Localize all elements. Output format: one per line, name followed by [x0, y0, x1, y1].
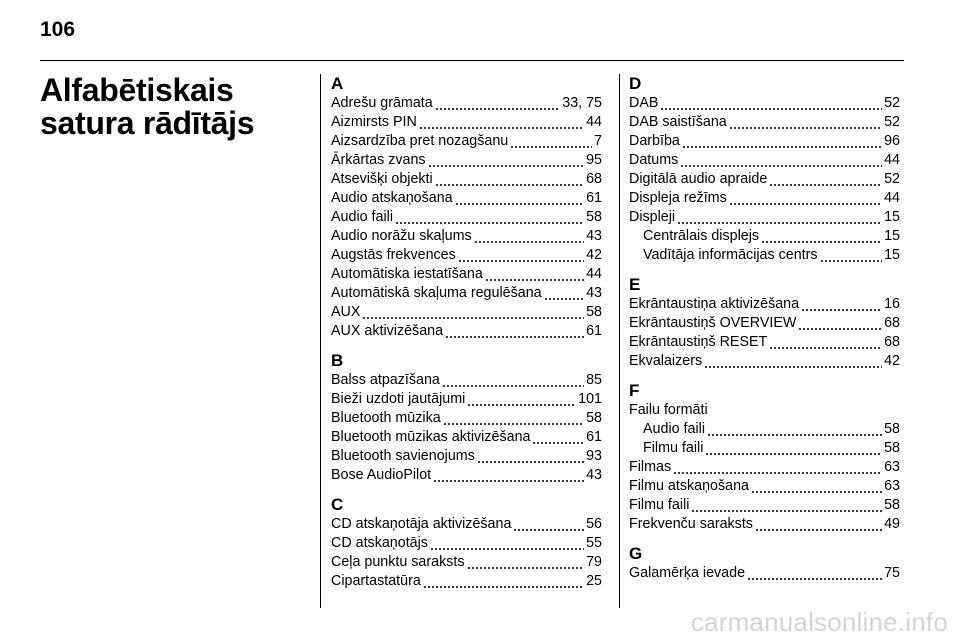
- entry-text: Cipartastatūra: [331, 573, 421, 589]
- entry-page-number: 15: [884, 247, 900, 263]
- index-entry: [629, 295, 900, 314]
- entry-text: Displeja režīms: [629, 190, 727, 206]
- dot-leader: [435, 174, 584, 189]
- dot-leader: [707, 424, 882, 439]
- dot-leader: [474, 231, 584, 246]
- entry-text: Adrešu grāmata: [331, 95, 433, 111]
- entry-text: Audio faili: [331, 209, 393, 225]
- entry-text: Augstās frekvences: [331, 247, 456, 263]
- entry-text: Failu formāti: [629, 402, 708, 418]
- index-letter-heading: G: [629, 544, 643, 563]
- index-entry: [629, 333, 900, 352]
- entry-page-number: 25: [586, 573, 602, 589]
- entry-text: Ekrāntaustiņa aktivizēšana: [629, 296, 800, 312]
- page-title: Alfabētiskais satura rādītājs: [40, 72, 255, 141]
- index-letter-heading: A: [331, 74, 344, 93]
- entry-text: Centrālais displejs: [643, 228, 760, 244]
- dot-leader: [477, 451, 584, 466]
- entry-page-number: 52: [884, 171, 900, 187]
- index-letter-heading: F: [629, 381, 640, 400]
- dot-leader: [751, 481, 882, 496]
- entry-text: Filmu faili: [643, 440, 704, 456]
- dot-leader: [510, 136, 592, 151]
- entry-page-number: 95: [586, 152, 602, 168]
- entry-text: AUX aktivizēšana: [331, 323, 444, 339]
- entry-page-number: 55: [586, 535, 602, 551]
- dot-leader: [673, 462, 882, 477]
- header-rule: [40, 60, 904, 61]
- index-subentry: [629, 439, 900, 458]
- entry-page-number: 79: [586, 554, 602, 570]
- dot-leader: [455, 193, 584, 208]
- index-entry: [331, 409, 602, 428]
- index-entry: [629, 170, 900, 189]
- entry-page-number: 43: [586, 467, 602, 483]
- index-entry: [629, 477, 900, 496]
- entry-page-number: 96: [884, 133, 900, 149]
- entry-page-number: 42: [586, 247, 602, 263]
- index-entry: [629, 515, 900, 534]
- entry-page-number: 58: [884, 421, 900, 437]
- dot-leader: [761, 231, 882, 246]
- entry-text: Bluetooth savienojums: [331, 448, 475, 464]
- entry-page-number: 101: [578, 391, 602, 407]
- entry-text: Digitālā audio apraide: [629, 171, 768, 187]
- index-group: [629, 544, 900, 583]
- index-entry: [629, 132, 900, 151]
- dot-leader: [532, 432, 584, 447]
- index-entry: [331, 265, 602, 284]
- watermark: carmanualsonline.info: [690, 607, 948, 637]
- dot-leader: [513, 519, 584, 534]
- dot-leader: [445, 326, 584, 341]
- index-letter-heading: E: [629, 275, 641, 294]
- entry-page-number: 33, 75: [562, 95, 602, 111]
- index-entry: [629, 458, 900, 477]
- page-number: 106: [40, 18, 76, 41]
- entry-text: Aizsardzība pret nozagšanu: [331, 133, 509, 149]
- entry-text: Atsevišķi objekti: [331, 171, 433, 187]
- dot-leader: [485, 269, 584, 284]
- index-entry: [331, 113, 602, 132]
- index-entry: [331, 303, 602, 322]
- index-entry: [331, 208, 602, 227]
- entry-page-number: 15: [884, 209, 900, 225]
- entry-text: Ekrāntaustiņš OVERVIEW: [629, 315, 797, 331]
- entry-text: Balss atpazīšana: [331, 372, 440, 388]
- index-entry: [331, 553, 602, 572]
- dot-leader: [423, 576, 584, 591]
- entry-page-number: 68: [884, 334, 900, 350]
- index-column-2: [629, 74, 900, 593]
- entry-page-number: 56: [586, 516, 602, 532]
- dot-leader: [729, 117, 882, 132]
- dot-leader: [419, 117, 584, 132]
- entry-text: Audio norāžu skaļums: [331, 228, 472, 244]
- dot-leader: [704, 356, 882, 371]
- dot-leader: [430, 538, 584, 553]
- dot-leader: [691, 500, 882, 515]
- dot-leader: [435, 98, 561, 113]
- entry-page-number: 44: [586, 266, 602, 282]
- dot-leader: [544, 288, 585, 303]
- index-entry: [629, 401, 900, 420]
- entry-page-number: 44: [884, 190, 900, 206]
- index-entry: [629, 564, 900, 583]
- index-entry: [629, 189, 900, 208]
- dot-leader: [660, 98, 882, 113]
- entry-page-number: 43: [586, 228, 602, 244]
- index-subentry: [629, 227, 900, 246]
- entry-page-number: 52: [884, 95, 900, 111]
- index-subentry: [629, 246, 900, 265]
- entry-text: Ekrāntaustiņš RESET: [629, 334, 768, 350]
- index-group: [629, 275, 900, 371]
- index-group: [629, 74, 900, 265]
- dot-leader: [395, 212, 584, 227]
- index-entry: [629, 94, 900, 113]
- dot-leader: [747, 568, 882, 583]
- entry-text: Vadītāja informācijas centrs: [643, 247, 818, 263]
- index-entry: [629, 314, 900, 333]
- dot-leader: [680, 155, 882, 170]
- entry-text: CD atskaņotājs: [331, 535, 428, 551]
- index-group: [629, 381, 900, 534]
- entry-text: Aizmirsts PIN: [331, 114, 417, 130]
- entry-page-number: 7: [594, 133, 602, 149]
- dot-leader: [362, 307, 584, 322]
- index-entry: [331, 227, 602, 246]
- entry-page-number: 61: [586, 190, 602, 206]
- dot-leader: [433, 470, 584, 485]
- entry-text: Filmu atskaņošana: [629, 478, 749, 494]
- entry-page-number: 93: [586, 448, 602, 464]
- entry-page-number: 42: [884, 353, 900, 369]
- dot-leader: [801, 299, 882, 314]
- entry-text: Audio faili: [643, 421, 705, 437]
- dot-leader: [467, 557, 585, 572]
- index-entry: [331, 322, 602, 341]
- entry-text: Galamērķa ievade: [629, 565, 746, 581]
- entry-page-number: 58: [586, 410, 602, 426]
- entry-page-number: 68: [884, 315, 900, 331]
- index-entry: [331, 447, 602, 466]
- index-entry: [331, 390, 602, 409]
- entry-page-number: 52: [884, 114, 900, 130]
- index-entry: [331, 189, 602, 208]
- index-entry: [331, 371, 602, 390]
- entry-page-number: 16: [884, 296, 900, 312]
- index-letter-heading: C: [331, 495, 344, 514]
- index-entry: [629, 496, 900, 515]
- dot-leader: [458, 250, 584, 265]
- entry-text: DAB saistīšana: [629, 114, 727, 130]
- dot-leader: [729, 193, 882, 208]
- entry-page-number: 58: [586, 209, 602, 225]
- column-divider-right: [619, 74, 620, 608]
- entry-text: Bieži uzdoti jautājumi: [331, 391, 466, 407]
- entry-page-number: 75: [884, 565, 900, 581]
- index-entry: [331, 572, 602, 591]
- index-entry: [331, 466, 602, 485]
- entry-text: Bose AudioPilot: [331, 467, 432, 483]
- entry-text: Filmas: [629, 459, 672, 475]
- dot-leader: [443, 413, 584, 428]
- dot-leader: [677, 212, 882, 227]
- entry-text: Audio atskaņošana: [331, 190, 453, 206]
- dot-leader: [467, 394, 576, 409]
- entry-text: Bluetooth mūzika: [331, 410, 441, 426]
- entry-page-number: 43: [586, 285, 602, 301]
- entry-text: Automātiskā skaļuma regulēšana: [331, 285, 542, 301]
- entry-text: Ekvalaizers: [629, 353, 703, 369]
- index-group: [331, 74, 602, 341]
- dot-leader: [428, 155, 585, 170]
- index-entry: [629, 352, 900, 371]
- column-divider-left: [320, 74, 321, 608]
- entry-page-number: 63: [884, 478, 900, 494]
- dot-leader: [755, 519, 882, 534]
- index-entry: [331, 132, 602, 151]
- entry-page-number: 58: [884, 497, 900, 513]
- entry-page-number: 61: [586, 323, 602, 339]
- dot-leader: [442, 375, 584, 390]
- index-entry: [629, 113, 900, 132]
- entry-page-number: 44: [884, 152, 900, 168]
- index-entry: [331, 428, 602, 447]
- entry-text: Displeji: [629, 209, 676, 225]
- entry-page-number: 61: [586, 429, 602, 445]
- index-entry: [629, 208, 900, 227]
- dot-leader: [769, 337, 882, 352]
- entry-page-number: 15: [884, 228, 900, 244]
- entry-text: Ārkārtas zvans: [331, 152, 426, 168]
- entry-page-number: 85: [586, 372, 602, 388]
- entry-text: CD atskaņotāja aktivizēšana: [331, 516, 512, 532]
- index-letter-heading: D: [629, 74, 642, 93]
- entry-page-number: 44: [586, 114, 602, 130]
- dot-leader: [705, 443, 882, 458]
- entry-text: Ceļa punktu saraksts: [331, 554, 465, 570]
- index-entry: [629, 151, 900, 170]
- dot-leader: [769, 174, 882, 189]
- index-entry: [331, 170, 602, 189]
- entry-text: Datums: [629, 152, 679, 168]
- index-entry: [331, 515, 602, 534]
- entry-text: Frekvenču saraksts: [629, 516, 753, 532]
- index-group: [331, 351, 602, 485]
- entry-text: Bluetooth mūzikas aktivizēšana: [331, 429, 531, 445]
- index-entry: [331, 246, 602, 265]
- entry-page-number: 63: [884, 459, 900, 475]
- index-entry: [331, 151, 602, 170]
- index-entry: [331, 284, 602, 303]
- entry-text: Filmu faili: [629, 497, 690, 513]
- dot-leader: [820, 250, 883, 265]
- index-entry: [331, 94, 602, 113]
- index-group: [331, 495, 602, 591]
- dot-leader: [682, 136, 882, 151]
- index-column-1: [331, 74, 602, 601]
- entry-text: Darbība: [629, 133, 680, 149]
- index-subentry: [629, 420, 900, 439]
- entry-text: AUX: [331, 304, 361, 320]
- entry-text: Automātiska iestatīšana: [331, 266, 483, 282]
- index-entry: [331, 534, 602, 553]
- index-letter-heading: B: [331, 351, 344, 370]
- entry-page-number: 68: [586, 171, 602, 187]
- entry-text: DAB: [629, 95, 659, 111]
- entry-page-number: 58: [884, 440, 900, 456]
- entry-page-number: 58: [586, 304, 602, 320]
- entry-page-number: 49: [884, 516, 900, 532]
- dot-leader: [798, 318, 882, 333]
